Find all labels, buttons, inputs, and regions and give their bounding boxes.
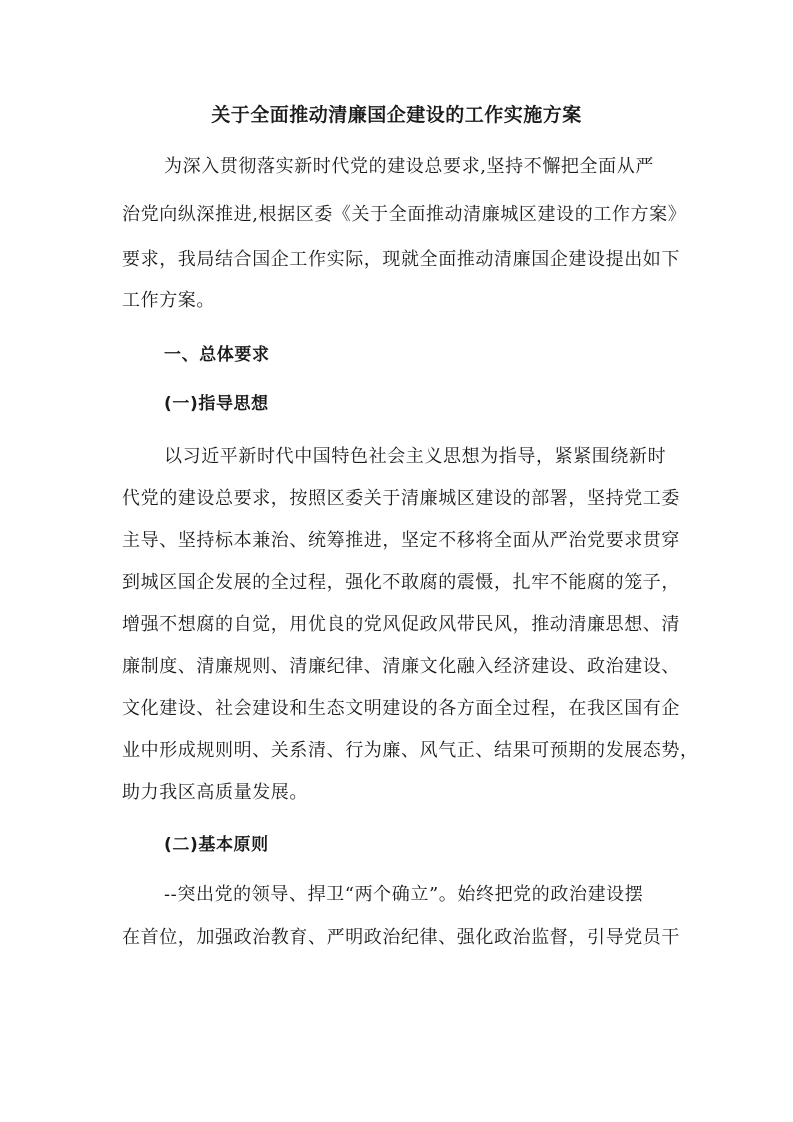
ideology-line-3: 主导、坚持标本兼治、统筹推进，坚定不移将全面从严治党要求贯穿 [122, 530, 680, 551]
document-title: 关于全面推动清廉国企建设的工作实施方案 [211, 104, 582, 126]
principles-line-1: --突出党的领导、捍卫“两个确立”。始终把党的政治建设摆 [164, 884, 644, 905]
ideology-line-9: 助力我区高质量发展。 [122, 782, 308, 803]
intro-line-1: 为深入贯彻落实新时代党的建设总要求,坚持不懈把全面从严 [164, 156, 654, 177]
principles-line-2: 在首位，加强政治教育、严明政治纪律、强化政治监督，引导党员干 [122, 927, 680, 948]
intro-line-4: 工作方案。 [122, 290, 215, 311]
ideology-line-2: 代党的建设总要求，按照区委关于清廉城区建设的部署，坚持党工委 [122, 488, 680, 509]
intro-line-2: 治党向纵深推进,根据区委《关于全面推动清廉城区建设的工作方案》 [122, 204, 687, 225]
ideology-line-8: 业中形成规则明、关系清、行为廉、风气正、结果可预期的发展态势， [122, 740, 699, 761]
ideology-line-1: 以习近平新时代中国特色社会主义思想为指导，紧紧围绕新时 [164, 446, 667, 467]
ideology-line-6: 廉制度、清廉规则、清廉纪律、清廉文化融入经济建设、政治建设、 [122, 656, 680, 677]
intro-line-3: 要求，我局结合国企工作实际，现就全面推动清廉国企建设提出如下 [122, 249, 680, 270]
subsection-heading-guiding-ideology: (一)指导思想 [164, 394, 269, 414]
ideology-line-7: 文化建设、社会建设和生态文明建设的各方面全过程，在我区国有企 [122, 698, 680, 719]
ideology-line-5: 增强不想腐的自觉，用优良的党风促政风带民风，推动清廉思想、清 [122, 614, 680, 635]
section-heading-general-requirements: 一、总体要求 [164, 345, 270, 365]
subsection-heading-basic-principles: (二)基本原则 [164, 835, 269, 855]
ideology-line-4: 到城区国企发展的全过程，强化不敢腐的震慑，扎牢不能腐的笼子， [122, 572, 680, 593]
